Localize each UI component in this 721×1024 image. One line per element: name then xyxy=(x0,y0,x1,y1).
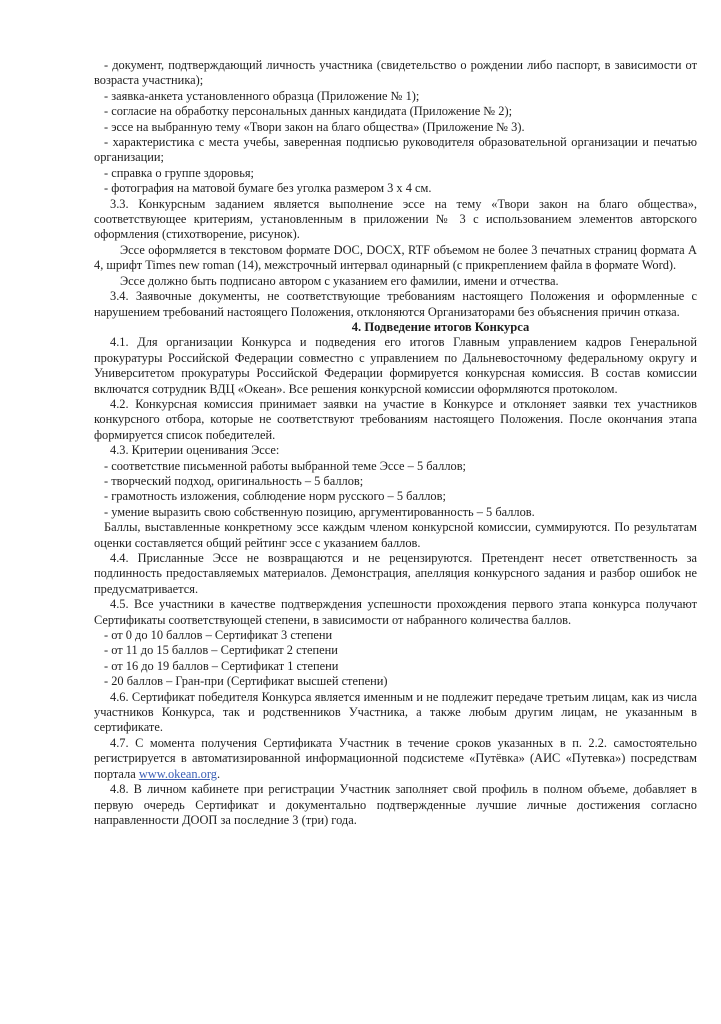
paragraph: - характеристика с места учебы, заверенная подписью руководителя образовательной организации и печатью организации; xyxy=(94,135,697,165)
okean-portal-link[interactable]: www.okean.org xyxy=(138,766,217,781)
paragraph: - фотография на матовой бумаге без уголка размером 3 х 4 см. xyxy=(104,181,432,196)
paragraph: 3.3. Конкурсным заданием является выполнение эссе на тему «Твори закон на благо общества», соответствующее критериям, установленным в приложении № 3 с использованием элементов авторского оформления (стихотворение, рисунок). xyxy=(94,196,697,242)
paragraph: 4.2. Конкурсная комиссия принимает заявки на участие в Конкурсе и отклоняет заявки тех участников конкурсного отбора, которые не соответствуют требованиям настоящего Положения. После окончания этапа формируется список победителей. xyxy=(94,396,697,442)
paragraph: Баллы, выставленные конкретному эссе каждым членом конкурсной комиссии, суммируются. По результатам оценки составляется общий рейтинг эссе с указанием баллов. xyxy=(94,520,697,550)
paragraph: - согласие на обработку персональных данных кандидата (Приложение № 2); xyxy=(104,104,513,119)
paragraph: - соответствие письменной работы выбранной теме Эссе – 5 баллов; xyxy=(104,458,467,473)
paragraph: - от 16 до 19 баллов – Сертификат 1 степени xyxy=(104,658,339,673)
paragraph: Эссе оформляется в текстовом формате DOC, DOCX, RTF объемом не более 3 печатных страниц формата А 4, шрифт Times new roman (14), межстрочный интервал одинарный (с прикреплением файла в формате Word). xyxy=(94,242,697,273)
paragraph-text: 4.7. С момента получения Сертификата Участник в течение сроков указанных в п. 2.2. самостоятельно регистрируется в автоматизированной информационной подсистеме «Путёвка» (АИС «Путевка») посредствам портала xyxy=(94,735,697,781)
paragraph: 4.4. Присланные Эссе не возвращаются и не рецензируются. Претендент несет ответственность за подлинность предоставляемых материалов. Демонстрация, апелляция конкурсного задания и разбор ошибок не предусматривается. xyxy=(94,551,697,596)
document-page xyxy=(94,58,697,828)
paragraph: 4.1. Для организации Конкурса и подведения его итогов Главным управлением кадров Генеральной прокуратуры Российской Федерации совместно с управлением по Дальневосточному федеральному округу и Университетом прокуратуры Российской Федерации формируется конкурсная комиссия. В состав комиссии включатся сотрудник ВДЦ «Океан». Все решения конкурсной комиссии оформляются протоколом. xyxy=(94,335,697,396)
paragraph: - эссе на выбранную тему «Твори закон на благо общества» (Приложение № 3). xyxy=(104,119,525,134)
section-heading: 4. Подведение итогов Конкурса xyxy=(351,319,530,334)
paragraph: - грамотность изложения, соблюдение норм русского – 5 баллов; xyxy=(104,489,446,504)
paragraph: - справка о группе здоровья; xyxy=(104,165,254,180)
paragraph: Эссе должно быть подписано автором с указанием его фамилии, имени и отчества. xyxy=(120,273,559,288)
paragraph: - от 11 до 15 баллов – Сертификат 2 степени xyxy=(104,643,338,658)
paragraph: 4.5. Все участники в качестве подтверждения успешности прохождения первого этапа конкурса получают Сертификаты соответствующей степени, в зависимости от набранного количества баллов. xyxy=(94,597,697,627)
paragraph: 4.3. Критерии оценивания Эссе: xyxy=(110,443,280,458)
paragraph: - творческий подход, оригинальность – 5 баллов; xyxy=(104,473,364,488)
paragraph: 3.4. Заявочные документы, не соответствующие требованиям настоящего Положения и оформленные с нарушением требований настоящего Положения, отклоняются Организаторами без объяснения причин отказа. xyxy=(94,289,697,319)
paragraph: 4.6. Сертификат победителя Конкурса является именным и не подлежит передаче третьим лицам, как из числа участников Конкурса, так и родственников Участника, а также любым другим лицам, не указанным в сертификате. xyxy=(94,689,697,735)
paragraph: 4.8. В личном кабинете при регистрации Участник заполняет свой профиль в полном объеме, добавляет в первую очередь Сертификат и документально подтвержденные лучшие личные достижения согласно направленности ДООП за последние 3 (три) года. xyxy=(94,782,697,827)
paragraph-end: . xyxy=(216,766,221,781)
paragraph: - от 0 до 10 баллов – Сертификат 3 степени xyxy=(104,628,333,643)
paragraph: - заявка-анкета установленного образца (Приложение № 1); xyxy=(104,88,420,103)
paragraph: - 20 баллов – Гран-при (Сертификат высшей степени) xyxy=(104,674,388,689)
paragraph xyxy=(94,736,697,782)
paragraph: - умение выразить свою собственную позицию, аргументированность – 5 баллов. xyxy=(104,504,535,519)
paragraph: - документ, подтверждающий личность участника (свидетельство о рождении либо паспорт, в зависимости от возраста участника); xyxy=(94,58,697,88)
